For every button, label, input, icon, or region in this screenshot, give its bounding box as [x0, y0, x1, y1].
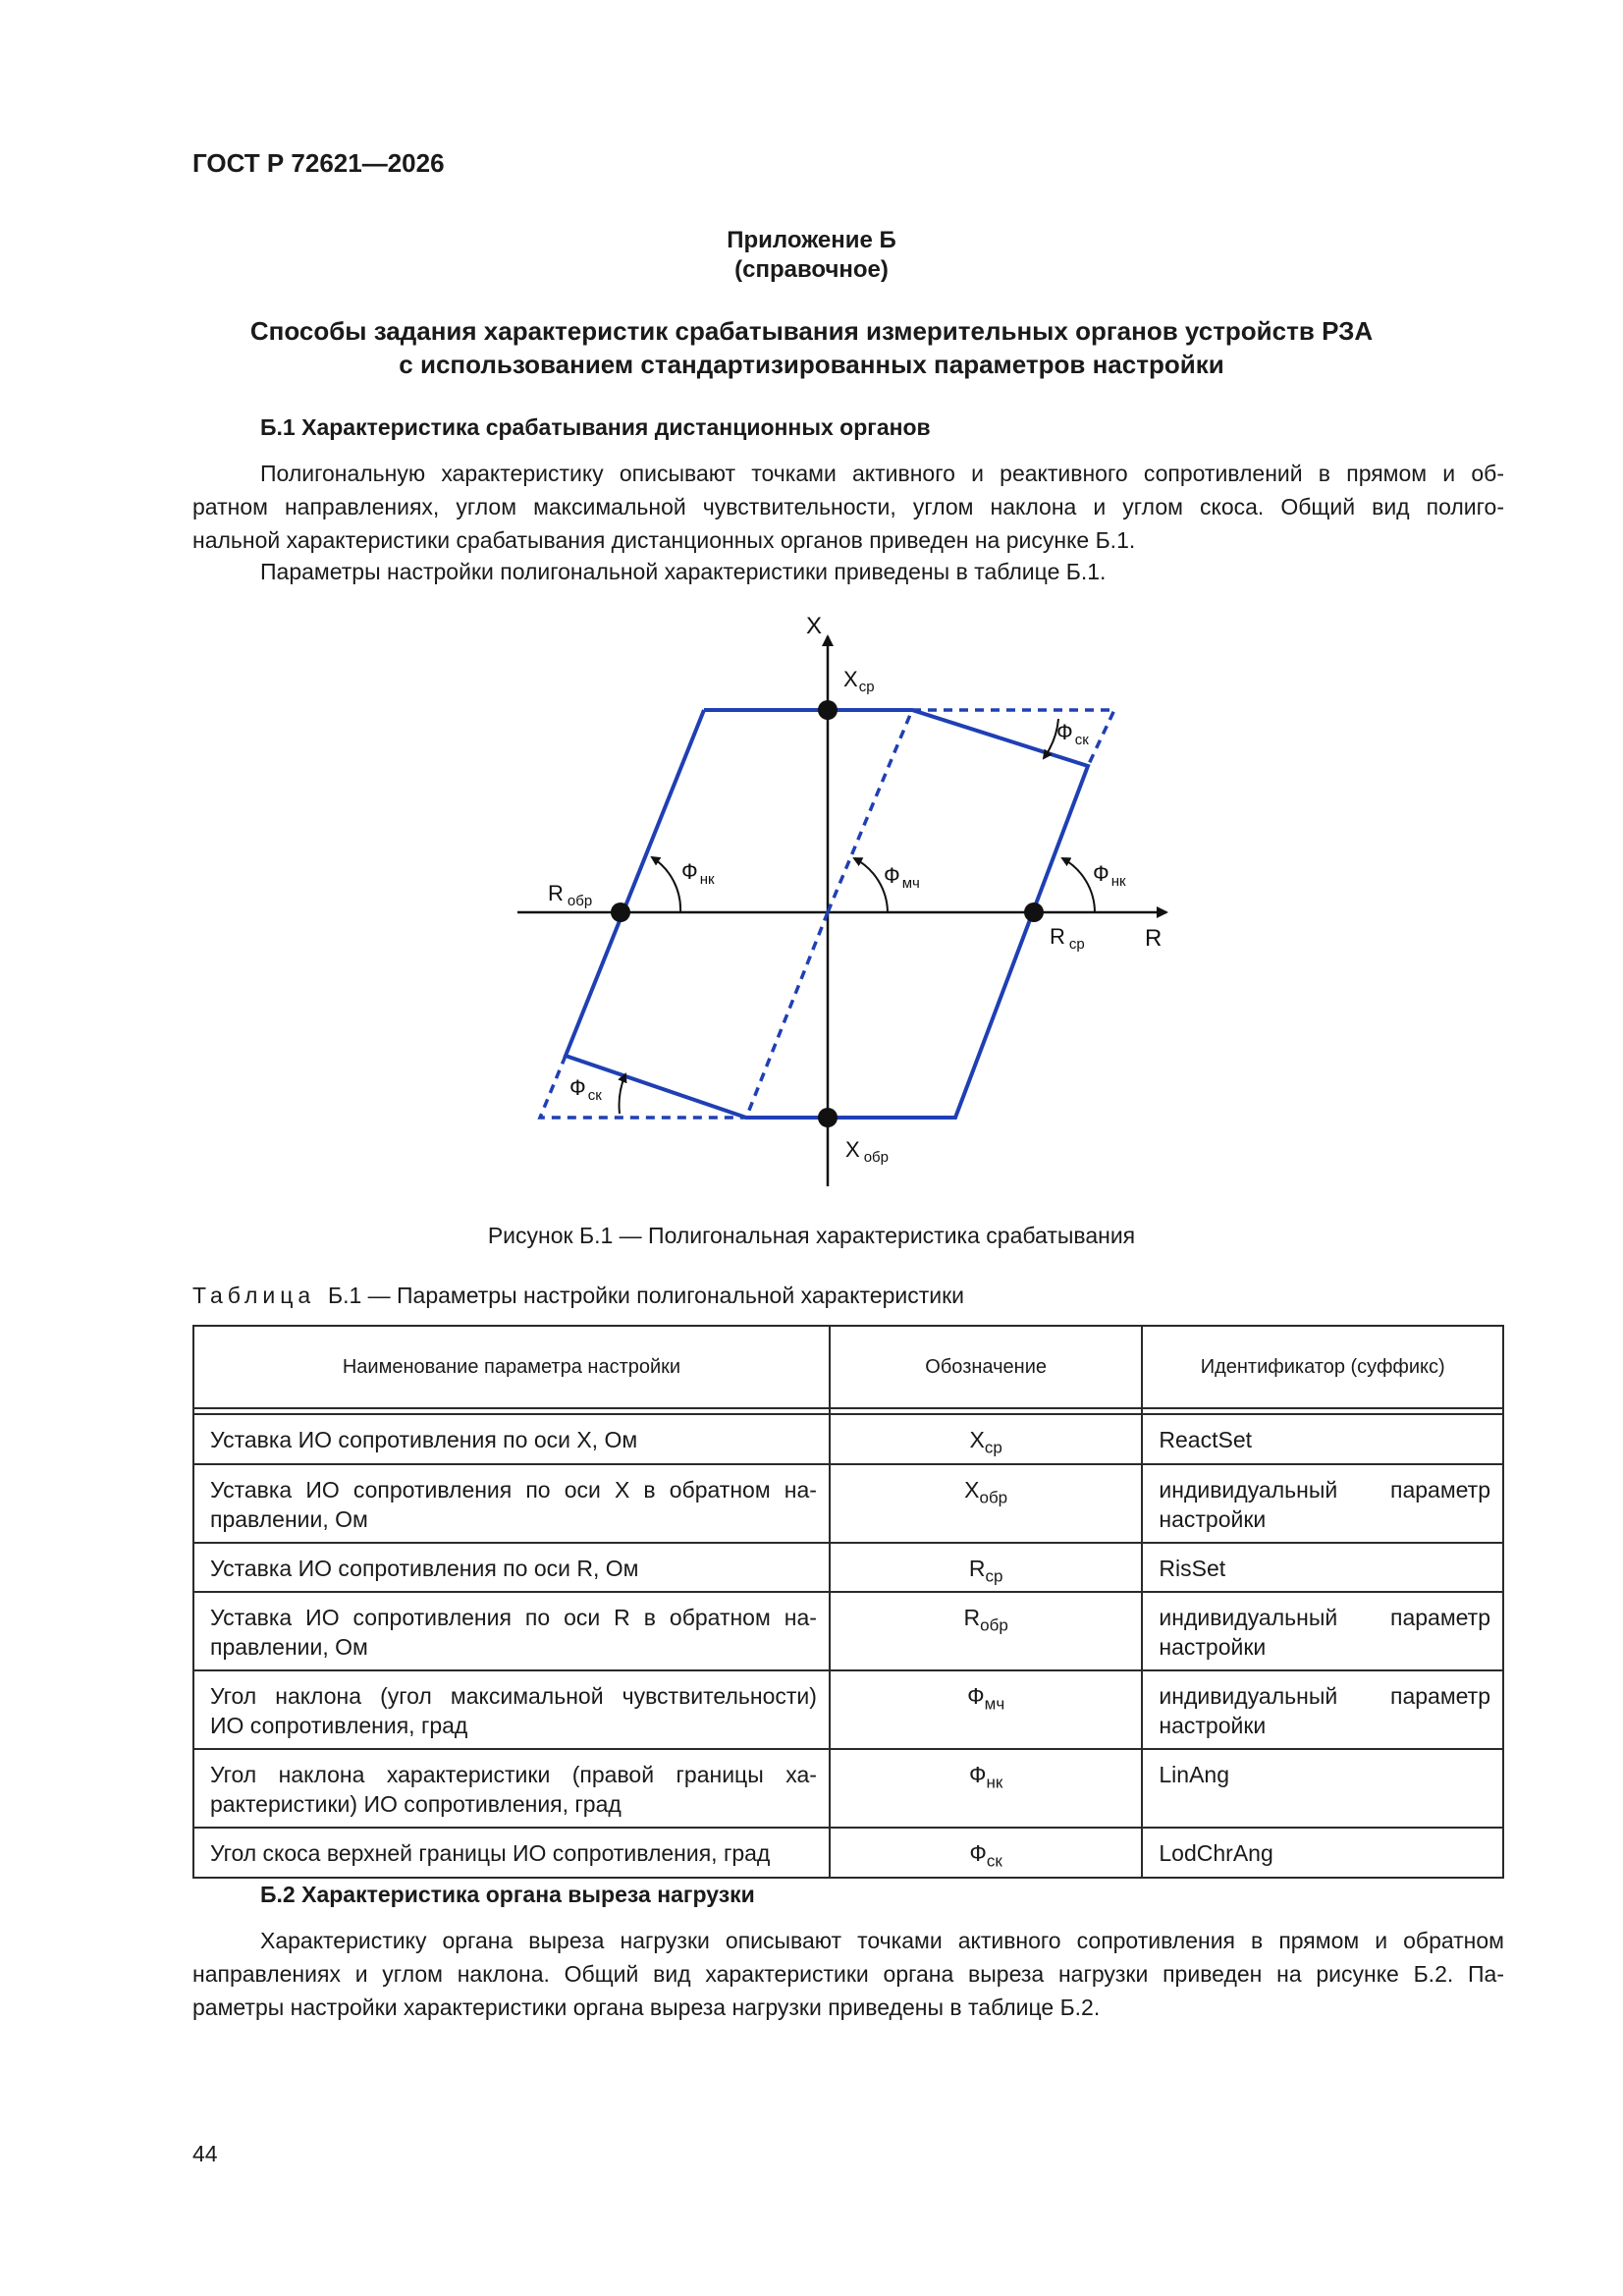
document-code: ГОСТ Р 72621—2026: [192, 148, 445, 178]
param-symbol: $R_{ср}$: [830, 1543, 1142, 1593]
label-phi-nk-left: Ф $_{нк}$: [681, 859, 715, 888]
para-line: Полигональную характеристику описывают точками активного и реактивного сопротивлений в прямом и об-: [260, 461, 1504, 486]
para-line: раметры настройки характеристики органа выреза нагрузки приведены в таблице Б.2.: [192, 1995, 1101, 2020]
param-identifier: LinAng: [1142, 1749, 1503, 1828]
table-header-cell: Идентификатор (суффикс): [1142, 1326, 1503, 1408]
para-line: направлениях и углом наклона. Общий вид характеристики органа выреза нагрузки приведен на рисунке Б.2. Па-: [192, 1961, 1504, 1987]
para-line: нальной характеристики срабатывания дистанционных органов приведен на рисунке Б.1.: [192, 527, 1136, 553]
figure-caption: Рисунок Б.1 — Полигональная характеристика срабатывания: [487, 1223, 1136, 1248]
param-name: Угол наклона характеристики (правой границы ха- рактеристики) ИО сопротивления, град: [193, 1749, 830, 1828]
param-symbol: $X_{обр}$: [830, 1464, 1142, 1543]
para-line: ратном направлениях, углом максимальной чувствительности, углом наклона и углом скоса. Общий вид полиго-: [192, 494, 1504, 519]
param-symbol: $R_{обр}$: [830, 1592, 1142, 1670]
table-row: [193, 1464, 1503, 1543]
table-header-row: [193, 1326, 1503, 1408]
axis-r-label: R: [1145, 925, 1163, 952]
label-phi-nk-right: Ф $_{нк}$: [1093, 861, 1126, 890]
section1-heading: Б.1 Характеристика срабатывания дистанционных органов: [260, 414, 931, 440]
table-header-cell: Наименование параметра настройки: [193, 1326, 830, 1408]
param-name: Угол скоса верхней границы ИО сопротивления, град: [193, 1828, 830, 1878]
param-symbol: $X_{ср}$: [830, 1414, 1142, 1464]
table-row: [193, 1592, 1503, 1670]
table-caption-text: Б.1 — Параметры настройки полигональной характеристики: [327, 1283, 965, 1308]
rcp-point: [1024, 902, 1044, 922]
param-identifier: индивидуальный параметр настройки: [1142, 1464, 1503, 1543]
appendix-note: (справочное): [734, 256, 889, 283]
appendix-heading-line2: с использованием стандартизированных параметров настройки: [399, 350, 1224, 379]
param-identifier: индивидуальный параметр настройки: [1142, 1670, 1503, 1749]
xcp-point: [818, 700, 838, 720]
robr-point: [611, 902, 630, 922]
table-row: [193, 1828, 1503, 1878]
param-name: Уставка ИО сопротивления по оси R в обратном на- правлении, Ом: [193, 1592, 830, 1670]
phi-sk-lower-arc: [620, 1074, 625, 1114]
label-phi-mch: Ф $_{мч}$: [884, 863, 920, 892]
label-rcp: R $_{ср}$: [1050, 924, 1085, 953]
table-caption-prefix: Таблица: [192, 1283, 316, 1308]
section2-paragraph: [192, 1924, 1504, 2024]
param-symbol: $Ф_{ск}$: [830, 1828, 1142, 1878]
param-name: Угол наклона (угол максимальной чувствительности) ИО сопротивления, град: [193, 1670, 830, 1749]
appendix-title: Приложение Б: [727, 227, 896, 253]
phi-nk-right-arc: [1062, 858, 1095, 912]
param-identifier: RisSet: [1142, 1543, 1503, 1593]
param-identifier: LodChrAng: [1142, 1828, 1503, 1878]
para-line: Характеристику органа выреза нагрузки описывают точками активного сопротивления в прямом и обратном: [260, 1928, 1504, 1953]
table-row: [193, 1749, 1503, 1828]
parameters-table: [192, 1325, 1504, 1879]
table-header-cell: Обозначение: [830, 1326, 1142, 1408]
table-row: [193, 1414, 1503, 1464]
appendix-heading-line1: Способы задания характеристик срабатывания измерительных органов устройств РЗА: [249, 316, 1374, 346]
param-identifier: индивидуальный параметр настройки: [1142, 1592, 1503, 1670]
label-xcp: $X_{ср}$: [843, 667, 875, 695]
param-name: Уставка ИО сопротивления по оси X в обратном на- правлении, Ом: [193, 1464, 830, 1543]
param-symbol: $Ф_{мч}$: [830, 1670, 1142, 1749]
table-row: [193, 1543, 1503, 1593]
section2-heading: Б.2 Характеристика органа выреза нагрузки: [260, 1882, 755, 1907]
page-number: 44: [192, 2141, 218, 2166]
xobr-point: [818, 1108, 838, 1127]
label-phi-sk-upper: Ф $_{ск}$: [1056, 720, 1089, 748]
table-caption: [192, 1283, 964, 1309]
max-sensitivity-line-lower: [746, 912, 828, 1118]
phi-nk-left-arc: [652, 857, 680, 912]
label-phi-sk-lower: Ф $_{ск}$: [569, 1075, 602, 1104]
phi-mch-arc: [854, 858, 888, 912]
table-row: [193, 1670, 1503, 1749]
label-robr: R $_{обр}$: [548, 881, 593, 909]
param-symbol: $Ф_{нк}$: [830, 1749, 1142, 1828]
label-xobr: X $_{обр}$: [845, 1137, 889, 1166]
param-name: Уставка ИО сопротивления по оси X, Ом: [193, 1414, 830, 1464]
axis-x-label: X: [806, 613, 823, 639]
param-identifier: ReactSet: [1142, 1414, 1503, 1464]
param-name: Уставка ИО сопротивления по оси R, Ом: [193, 1543, 830, 1593]
section1-paragraph2: Параметры настройки полигональной характеристики приведены в таблице Б.1.: [260, 559, 1107, 584]
